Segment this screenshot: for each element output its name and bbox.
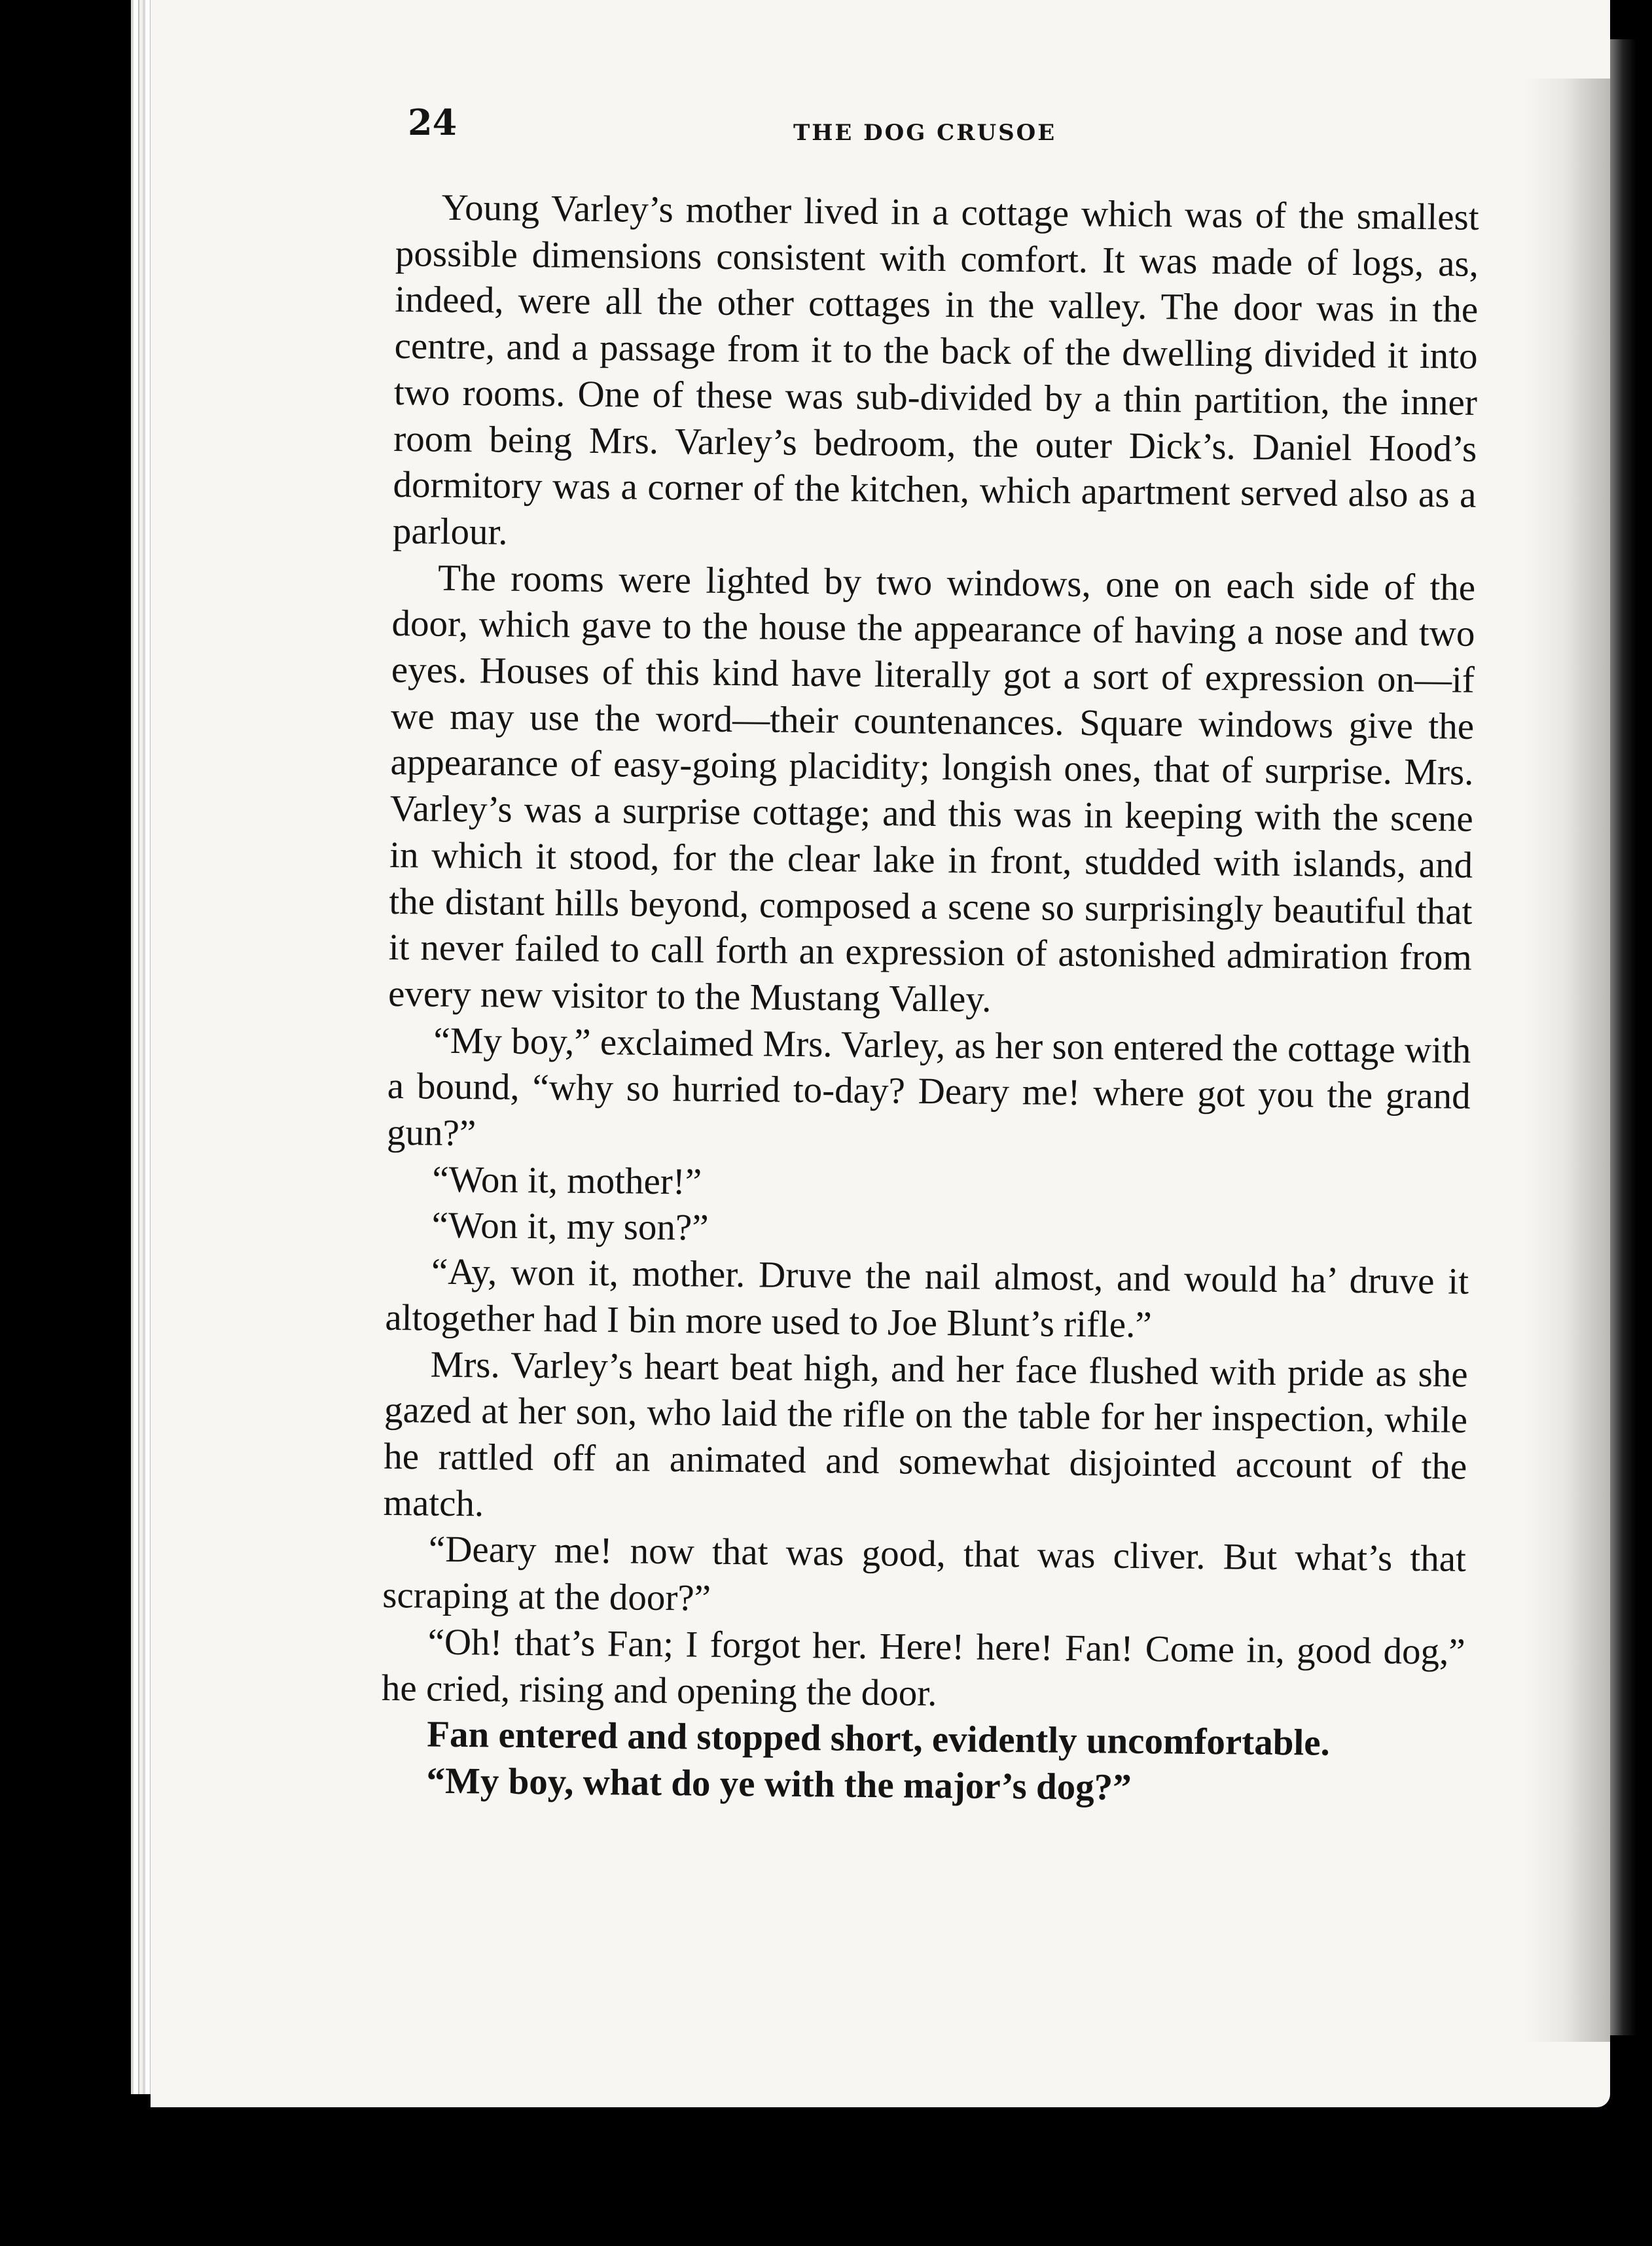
- paragraph: “Oh! that’s Fan; I forgot her. Here! here! Fan! Come in, good dog,” he cried, rising and opening the door.: [381, 1621, 1465, 1714]
- paragraph: Mrs. Varley’s heart beat high, and her face flushed with pride as she gazed at her son, who laid the rifle on the table for her inspection, while he rattled off an animated and somewhat disjointed account of the match.: [383, 1344, 1468, 1525]
- paragraph: “Deary me! now that was good, that was cliver. But what’s that scraping at the door?”: [382, 1528, 1467, 1619]
- binding-gutter: [1610, 39, 1636, 2035]
- body-text: [380, 185, 1479, 1814]
- paragraph: “My boy,” exclaimed Mrs. Varley, as her son entered the cottage with a bound, “why so hurried to-day? Deary me! where got you the grand gun?”: [386, 1020, 1471, 1154]
- running-title: THE DOG CRUSOE: [793, 120, 1057, 146]
- paragraph: “My boy, what do ye with the major’s dog?”: [426, 1760, 1132, 1808]
- paragraph: Fan entered and stopped short, evidently uncomfortable.: [426, 1713, 1331, 1764]
- paragraph: “Won it, mother!”: [432, 1158, 702, 1203]
- paragraph: “Ay, won it, mother. Druve the nail almost, and would ha’ druve it altogether had I bin more used to Joe Blunt’s rifle.”: [385, 1251, 1469, 1346]
- page-shadow: [1525, 79, 1610, 2042]
- page-number: 24: [408, 101, 458, 143]
- paragraph: Young Varley’s mother lived in a cottage which was of the smallest possible dimensions consistent with comfort. It was made of logs, as, indeed, were all the other cottages in the valley. The door was in the centre, and a passage from it to the back of the dwelling divided it into two rooms. One of these was sub-divided by a thin partition, the inner room being Mrs. Varley’s bedroom, the outer Dick’s. Daniel Hood’s dormitory was a corner of the kitchen, which apartment served also as a parlour.: [392, 187, 1479, 553]
- paragraph: “Won it, my son?”: [431, 1205, 709, 1249]
- paragraph: The rooms were lighted by two windows, one on each side of the door, which gave to the house the appearance of having a nose and two eyes. Houses of this kind have literally got a sort of expression on—if we may use the word—their countenances. Square windows give the appearance of easy-going placidity; longish ones, that of surprise. Mrs. Varley’s was a surprise cottage; and this was in keeping with the scene in which it stood, for the clear lake in front, studded with islands, and the distant hills beyond, composed a scene so surprisingly beautiful that it never failed to call forth an expression of astonished admiration from every new visitor to the Mustang Valley.: [387, 557, 1476, 1020]
